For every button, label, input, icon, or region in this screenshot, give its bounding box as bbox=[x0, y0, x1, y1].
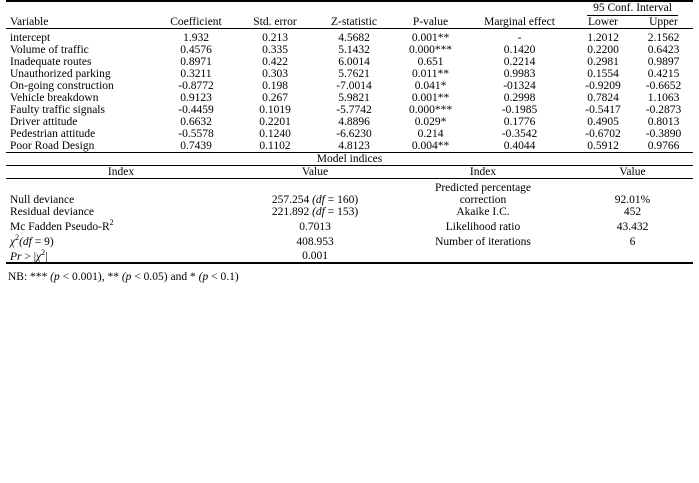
model-index-row bbox=[6, 218, 693, 233]
cell-z-statistic: 5.1432 bbox=[338, 44, 370, 56]
mi-header-value-right: Value bbox=[572, 166, 693, 179]
cell-ci-lower: 0.1554 bbox=[587, 68, 619, 80]
cell-coefficient: -0.5578 bbox=[178, 128, 214, 140]
table-row bbox=[6, 44, 693, 56]
cell-coefficient: 0.9123 bbox=[180, 92, 212, 104]
cell-p-value: 0.004** bbox=[394, 140, 467, 153]
mi-value-right: 452 bbox=[623, 206, 642, 218]
cell-variable: intercept bbox=[10, 32, 51, 44]
cell-ci-lower: -0.9209 bbox=[585, 80, 621, 92]
mi-value-left: 0.001 bbox=[236, 248, 394, 264]
cell-marginal-effect: 0.4044 bbox=[467, 140, 572, 153]
mi-value-right: 92.01% bbox=[614, 194, 651, 206]
model-indices-title-row bbox=[6, 153, 693, 166]
mi-index-right: Predicted percentage correction bbox=[434, 182, 532, 206]
cell-std-error: 0.267 bbox=[262, 92, 288, 104]
cell-variable: Volume of traffic bbox=[10, 44, 89, 56]
cell-variable: Driver attitude bbox=[10, 116, 78, 128]
cell-z-statistic: 4.8123 bbox=[314, 140, 394, 153]
cell-ci-lower: -0.5417 bbox=[585, 104, 621, 116]
cell-marginal-effect: - bbox=[517, 32, 522, 44]
cell-std-error: 0.198 bbox=[262, 80, 288, 92]
cell-z-statistic: -7.0014 bbox=[336, 80, 372, 92]
column-header-row bbox=[6, 16, 693, 29]
cell-z-statistic: 6.0014 bbox=[338, 56, 370, 68]
header-coefficient: Coefficient bbox=[156, 16, 236, 29]
mi-index-left: Residual deviance bbox=[10, 206, 94, 218]
cell-marginal-effect: -0.1985 bbox=[501, 104, 538, 116]
cell-ci-upper: 0.9897 bbox=[647, 56, 680, 68]
table-row bbox=[6, 80, 693, 92]
regression-results-table bbox=[6, 0, 693, 264]
mi-header-value-left: Value bbox=[236, 166, 394, 179]
cell-z-statistic: 5.9821 bbox=[338, 92, 370, 104]
cell-ci-upper: 0.6423 bbox=[647, 44, 680, 56]
cell-z-statistic: 4.5682 bbox=[338, 32, 370, 44]
cell-ci-upper: -0.3890 bbox=[645, 128, 682, 140]
mi-index-left: Mc Fadden Pseudo-$R^2$ bbox=[10, 218, 114, 233]
header-z-statistic: Z-statistic bbox=[314, 16, 394, 29]
cell-marginal-effect: -01324 bbox=[503, 80, 536, 92]
model-index-row bbox=[6, 248, 693, 264]
cell-p-value: 0.011** bbox=[412, 68, 449, 80]
cell-std-error: 0.422 bbox=[262, 56, 288, 68]
cell-ci-upper: 1.1063 bbox=[647, 92, 680, 104]
cell-coefficient: -0.4459 bbox=[178, 104, 214, 116]
mi-value-left: 221.892 (df = 153) bbox=[271, 206, 359, 218]
cell-std-error: 0.2201 bbox=[259, 116, 291, 128]
cell-ci-lower: 0.5912 bbox=[572, 140, 634, 153]
mi-index-left: $\chi^2(df = 9)$ bbox=[10, 232, 54, 248]
cell-ci-upper: 0.9766 bbox=[634, 140, 693, 153]
mi-index-left: Null deviance bbox=[10, 194, 75, 206]
cell-marginal-effect: -0.3542 bbox=[501, 128, 538, 140]
cell-coefficient: 0.8971 bbox=[180, 56, 212, 68]
cell-variable: Faulty traffic signals bbox=[10, 104, 105, 116]
cell-marginal-effect: 0.2214 bbox=[503, 56, 536, 68]
table-row bbox=[6, 68, 693, 80]
cell-z-statistic: -6.6230 bbox=[336, 128, 372, 140]
cell-marginal-effect: 0.2998 bbox=[503, 92, 536, 104]
mi-header-index-left: Index bbox=[6, 166, 236, 179]
mi-value-right: 43.432 bbox=[616, 220, 649, 233]
cell-ci-lower: 1.2012 bbox=[587, 32, 619, 44]
cell-z-statistic: -5.7742 bbox=[336, 104, 372, 116]
mi-index-right: Likelihood ratio bbox=[445, 220, 521, 233]
cell-ci-upper: 0.8013 bbox=[647, 116, 680, 128]
cell-z-statistic: 5.7621 bbox=[338, 68, 370, 80]
cell-coefficient: 0.3211 bbox=[180, 68, 212, 80]
cell-ci-lower: 0.2200 bbox=[587, 44, 619, 56]
mi-value-right: 6 bbox=[629, 235, 636, 248]
model-indices-title: Model indices bbox=[6, 153, 693, 166]
header-std-error: Std. error bbox=[236, 16, 314, 29]
cell-marginal-effect: 0.1420 bbox=[503, 44, 536, 56]
cell-coefficient: 0.7439 bbox=[156, 140, 236, 153]
cell-std-error: 0.1019 bbox=[259, 104, 291, 116]
cell-std-error: 0.213 bbox=[262, 32, 288, 44]
mi-index-right bbox=[394, 248, 572, 264]
cell-variable: Poor Road Design bbox=[6, 140, 156, 153]
cell-p-value: 0.001** bbox=[411, 32, 450, 44]
mi-value-left: 257.254 (df = 160) bbox=[271, 194, 359, 206]
cell-p-value: 0.029* bbox=[414, 116, 447, 128]
mi-index-left: $Pr > |\chi^2|$ bbox=[6, 248, 236, 264]
cell-p-value: 0.000*** bbox=[408, 44, 453, 56]
cell-p-value: 0.000*** bbox=[408, 104, 453, 116]
cell-coefficient: 1.932 bbox=[183, 32, 209, 44]
table-row bbox=[6, 140, 693, 153]
cell-ci-lower: -0.6702 bbox=[585, 128, 621, 140]
cell-std-error: 0.1240 bbox=[259, 128, 291, 140]
cell-ci-upper: 2.1562 bbox=[647, 32, 680, 44]
cell-std-error: 0.1102 bbox=[236, 140, 314, 153]
table-note: NB: *** (p < 0.001), ** (p < 0.05) and * (p < 0.1) bbox=[8, 271, 239, 284]
cell-p-value: 0.041* bbox=[414, 80, 447, 92]
header-ci-lower: Lower bbox=[572, 16, 634, 29]
model-index-row bbox=[6, 233, 693, 248]
cell-ci-upper: 0.4215 bbox=[647, 68, 680, 80]
cell-coefficient: -0.8772 bbox=[178, 80, 214, 92]
cell-coefficient: 0.6632 bbox=[180, 116, 212, 128]
mi-header-index-right: Index bbox=[394, 166, 572, 179]
model-index-row bbox=[6, 182, 693, 206]
ci-group-header bbox=[572, 1, 693, 16]
cell-ci-upper: -0.2873 bbox=[645, 104, 682, 116]
cell-marginal-effect: 0.9983 bbox=[503, 68, 536, 80]
header-variable: Variable bbox=[6, 16, 156, 29]
cell-p-value: 0.651 bbox=[417, 56, 444, 68]
mi-index-right: Number of iterations bbox=[435, 235, 531, 248]
cell-variable: Inadequate routes bbox=[10, 56, 92, 68]
mi-index-right: Akaike I.C. bbox=[456, 206, 510, 218]
cell-variable: On-going construction bbox=[10, 80, 114, 92]
model-indices-header-row bbox=[6, 166, 693, 179]
cell-ci-lower: 0.7824 bbox=[587, 92, 619, 104]
cell-p-value: 0.214 bbox=[417, 128, 444, 140]
cell-coefficient: 0.4576 bbox=[180, 44, 212, 56]
cell-variable: Vehicle breakdown bbox=[10, 92, 99, 104]
table-row bbox=[6, 116, 693, 128]
cell-marginal-effect: 0.1776 bbox=[503, 116, 536, 128]
table-row bbox=[6, 56, 693, 68]
cell-ci-lower: 0.2981 bbox=[587, 56, 619, 68]
model-index-row bbox=[6, 206, 693, 218]
ci-group-label: 95 Conf. Interval bbox=[587, 2, 678, 16]
cell-p-value: 0.001** bbox=[411, 92, 450, 104]
mi-value-left: 0.7013 bbox=[299, 220, 331, 233]
table-row bbox=[6, 104, 693, 116]
mi-value-right bbox=[572, 248, 693, 264]
cell-std-error: 0.303 bbox=[262, 68, 288, 80]
ci-group-row bbox=[6, 1, 693, 16]
table-row bbox=[6, 128, 693, 140]
header-p-value: P-value bbox=[394, 16, 467, 29]
cell-ci-upper: -0.6652 bbox=[645, 80, 682, 92]
cell-std-error: 0.335 bbox=[262, 44, 288, 56]
cell-ci-lower: 0.4905 bbox=[587, 116, 619, 128]
header-marginal-effect: Marginal effect bbox=[467, 16, 572, 29]
table-row bbox=[6, 32, 693, 44]
cell-z-statistic: 4.8896 bbox=[338, 116, 370, 128]
table-row bbox=[6, 92, 693, 104]
mi-value-left: 408.953 bbox=[296, 235, 334, 248]
header-ci-upper: Upper bbox=[634, 16, 693, 29]
cell-variable: Unauthorized parking bbox=[10, 68, 111, 80]
cell-variable: Pedestrian attitude bbox=[10, 128, 96, 140]
